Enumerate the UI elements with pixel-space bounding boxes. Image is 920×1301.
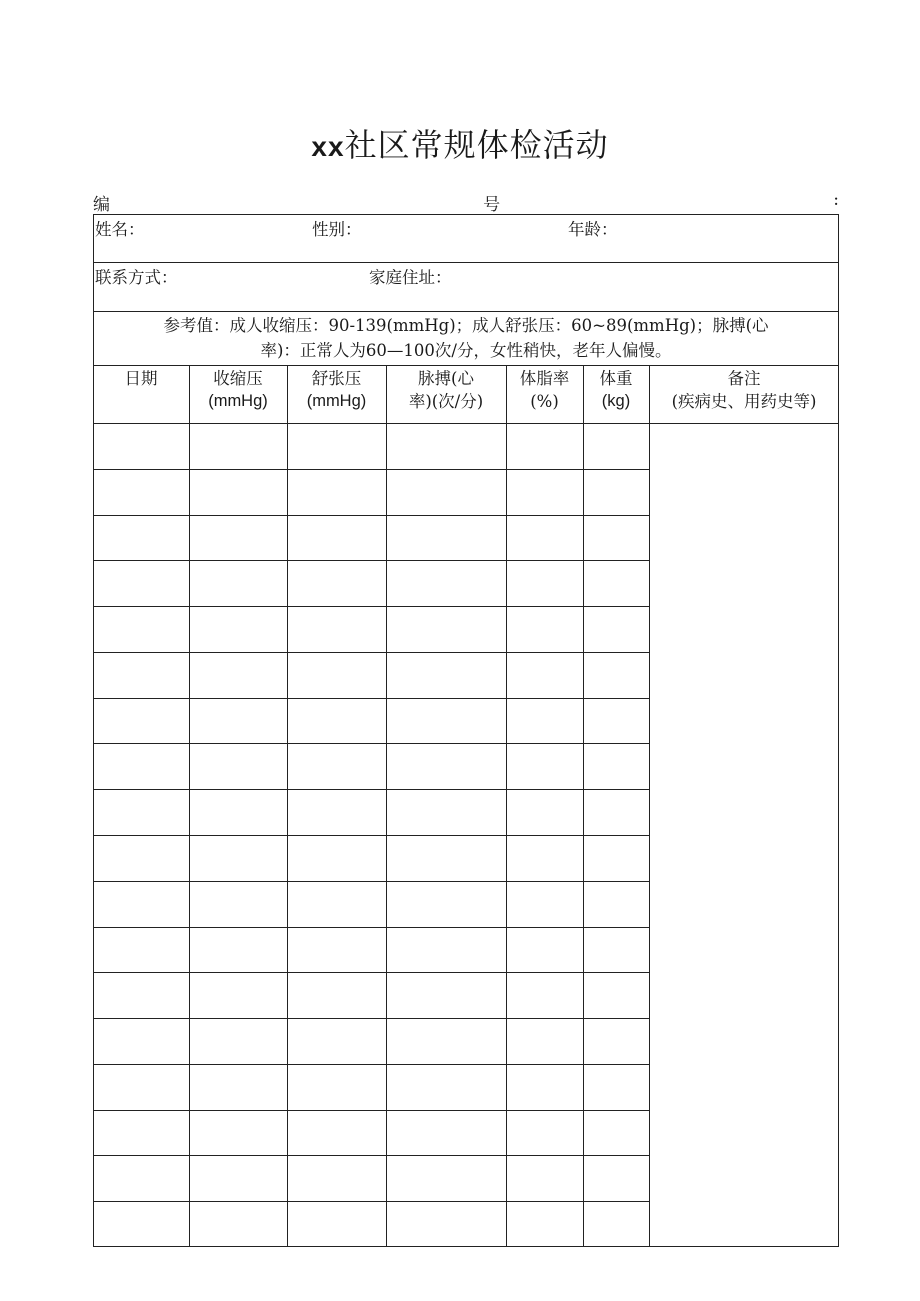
table-cell[interactable] <box>189 698 287 744</box>
table-cell[interactable] <box>583 1201 649 1247</box>
table-cell[interactable] <box>93 1201 189 1247</box>
table-cell[interactable] <box>583 743 649 789</box>
header-pulse <box>386 367 506 413</box>
table-cell[interactable] <box>583 789 649 835</box>
table-cell[interactable] <box>287 515 386 561</box>
header-systolic-label: 收缩压 <box>213 369 263 388</box>
table-cell[interactable] <box>189 652 287 698</box>
table-cell[interactable] <box>189 1155 287 1201</box>
row-divider <box>93 743 649 744</box>
table-cell[interactable] <box>583 652 649 698</box>
table-cell[interactable] <box>287 469 386 515</box>
table-cell[interactable] <box>506 652 583 698</box>
table-cell[interactable] <box>189 1201 287 1247</box>
table-cell[interactable] <box>287 927 386 973</box>
table-cell[interactable] <box>386 743 506 789</box>
table-cell[interactable] <box>189 881 287 927</box>
table-cell[interactable] <box>386 698 506 744</box>
header-weight-unit: (kg) <box>601 392 631 410</box>
row-divider <box>93 835 649 836</box>
reference-values <box>93 313 839 363</box>
table-cell[interactable] <box>583 1110 649 1156</box>
table-cell[interactable] <box>287 652 386 698</box>
table-cell[interactable] <box>506 1155 583 1201</box>
table-cell[interactable] <box>287 789 386 835</box>
table-cell[interactable] <box>386 927 506 973</box>
header-remarks-note: (疾病史、用药史等) <box>671 392 817 411</box>
table-cell[interactable] <box>189 927 287 973</box>
reference-line-1: 参考值：成人收缩压：90-139(mmHg)；成人舒张压：60~89(mmHg)；脉搏(心 <box>163 316 769 335</box>
table-cell[interactable] <box>583 469 649 515</box>
row-divider <box>93 1155 649 1156</box>
title-prefix: xx <box>311 131 345 162</box>
row-divider <box>93 1110 649 1111</box>
table-cell[interactable] <box>386 606 506 652</box>
table-cell[interactable] <box>506 835 583 881</box>
header-weight-label: 体重 <box>599 369 633 388</box>
table-cell[interactable] <box>506 789 583 835</box>
table-cell[interactable] <box>189 743 287 789</box>
table-cell[interactable] <box>506 927 583 973</box>
header-date-label: 日期 <box>124 369 158 388</box>
header-diastolic-unit: (mmHg) <box>306 392 367 410</box>
table-cell[interactable] <box>583 1155 649 1201</box>
table-cell[interactable] <box>506 423 583 469</box>
table-cell[interactable] <box>386 881 506 927</box>
row-divider <box>93 972 649 973</box>
row-divider <box>93 698 649 699</box>
table-cell[interactable] <box>287 972 386 1018</box>
row-divider <box>93 652 649 653</box>
table-cell[interactable] <box>506 1064 583 1110</box>
table-cell[interactable] <box>93 469 189 515</box>
table-cell[interactable] <box>287 1201 386 1247</box>
header-systolic <box>189 367 287 413</box>
table-cell[interactable] <box>386 1201 506 1247</box>
table-cell[interactable] <box>583 881 649 927</box>
table-cell[interactable] <box>583 1064 649 1110</box>
table-cell[interactable] <box>287 560 386 606</box>
table-cell[interactable] <box>93 606 189 652</box>
table-cell[interactable] <box>287 835 386 881</box>
table-cell[interactable] <box>287 606 386 652</box>
header-diastolic <box>287 367 386 413</box>
row-divider <box>93 515 649 516</box>
table-cell[interactable] <box>583 560 649 606</box>
table-cell[interactable] <box>583 606 649 652</box>
row-divider <box>93 469 649 470</box>
table-cell[interactable] <box>386 835 506 881</box>
header-diastolic-label: 舒张压 <box>311 369 362 388</box>
table-cell[interactable] <box>189 560 287 606</box>
header-pulse-label: 脉搏(心 <box>418 369 474 388</box>
table-cell[interactable] <box>583 515 649 561</box>
table-cell[interactable] <box>583 972 649 1018</box>
table-cell[interactable] <box>583 835 649 881</box>
table-cell[interactable] <box>287 881 386 927</box>
table-cell[interactable] <box>189 606 287 652</box>
row-divider <box>93 1064 649 1065</box>
table-cell[interactable] <box>506 881 583 927</box>
name-field[interactable]: 姓名： <box>95 220 145 239</box>
header-weight <box>583 367 649 413</box>
contact-field[interactable]: 联系方式： <box>95 268 178 287</box>
table-cell[interactable] <box>189 972 287 1018</box>
table-cell[interactable] <box>93 652 189 698</box>
table-cell[interactable] <box>287 698 386 744</box>
table-cell[interactable] <box>386 1018 506 1064</box>
table-cell[interactable] <box>506 1110 583 1156</box>
table-cell[interactable] <box>506 515 583 561</box>
remarks-cell[interactable] <box>649 423 839 1247</box>
table-cell[interactable] <box>93 1064 189 1110</box>
table-cell[interactable] <box>386 1155 506 1201</box>
table-cell[interactable] <box>386 1064 506 1110</box>
table-cell[interactable] <box>386 972 506 1018</box>
table-cell[interactable] <box>583 927 649 973</box>
table-cell[interactable] <box>93 1018 189 1064</box>
table-cell[interactable] <box>386 423 506 469</box>
table-cell[interactable] <box>506 972 583 1018</box>
title-main: 社区常规体检活动 <box>344 126 609 164</box>
header-systolic-unit: (mmHg) <box>208 392 268 410</box>
table-cell[interactable] <box>386 469 506 515</box>
table-cell[interactable] <box>93 1110 189 1156</box>
table-cell[interactable] <box>93 789 189 835</box>
table-cell[interactable] <box>506 1201 583 1247</box>
table-cell[interactable] <box>93 835 189 881</box>
serial-char-2: 号 <box>483 195 501 215</box>
table-cell[interactable] <box>386 1110 506 1156</box>
info-row-personal <box>93 216 839 262</box>
table-cell[interactable] <box>506 469 583 515</box>
table-cell[interactable] <box>583 423 649 469</box>
header-body-fat-unit: (%) <box>530 392 559 411</box>
header-remarks-label: 备注 <box>727 369 761 388</box>
row-divider <box>93 606 649 607</box>
age-field[interactable]: 年龄： <box>568 220 618 239</box>
gender-field[interactable]: 性别： <box>312 220 362 239</box>
table-top-border <box>93 365 839 366</box>
row-divider <box>93 560 649 561</box>
table-cell[interactable] <box>189 469 287 515</box>
table-cell[interactable] <box>506 560 583 606</box>
table-cell[interactable] <box>189 1110 287 1156</box>
table-cell[interactable] <box>287 1064 386 1110</box>
row-divider <box>93 1018 649 1019</box>
serial-colon: : <box>833 190 839 210</box>
row-divider <box>93 1201 649 1202</box>
header-body-fat <box>506 367 583 413</box>
table-cell[interactable] <box>93 515 189 561</box>
table-cell[interactable] <box>506 606 583 652</box>
table-cell[interactable] <box>386 789 506 835</box>
table-cell[interactable] <box>189 423 287 469</box>
address-field[interactable]: 家庭住址： <box>369 268 452 287</box>
table-cell[interactable] <box>189 835 287 881</box>
divider <box>93 311 839 312</box>
table-cell[interactable] <box>287 743 386 789</box>
serial-number-line <box>93 190 839 214</box>
table-cell[interactable] <box>287 423 386 469</box>
table-cell[interactable] <box>93 698 189 744</box>
row-divider <box>93 789 649 790</box>
table-cell[interactable] <box>93 881 189 927</box>
divider <box>93 262 839 263</box>
table-cell[interactable] <box>93 1155 189 1201</box>
table-cell[interactable] <box>583 698 649 744</box>
header-remarks <box>649 367 839 413</box>
table-cell[interactable] <box>287 1018 386 1064</box>
table-cell[interactable] <box>506 743 583 789</box>
table-cell[interactable] <box>93 972 189 1018</box>
reference-line-2: 率)：正常人为60—100次/分，女性稍快，老年人偏慢。 <box>260 341 672 360</box>
info-row-contact <box>93 264 839 310</box>
table-cell[interactable] <box>189 1018 287 1064</box>
table-cell[interactable] <box>189 515 287 561</box>
header-pulse-unit: 率)(次/分) <box>408 392 484 411</box>
table-cell[interactable] <box>93 423 189 469</box>
table-cell[interactable] <box>93 743 189 789</box>
header-date <box>93 367 189 390</box>
table-cell[interactable] <box>189 1064 287 1110</box>
page-title <box>0 120 920 166</box>
serial-char-1: 编 <box>93 195 110 215</box>
table-cell[interactable] <box>386 652 506 698</box>
table-cell[interactable] <box>506 1018 583 1064</box>
row-divider <box>93 927 649 928</box>
table-cell[interactable] <box>287 1110 386 1156</box>
header-body-fat-label: 体脂率 <box>519 369 570 388</box>
table-cell[interactable] <box>386 560 506 606</box>
table-cell[interactable] <box>386 515 506 561</box>
table-cell[interactable] <box>93 560 189 606</box>
table-cell[interactable] <box>506 698 583 744</box>
table-cell[interactable] <box>189 789 287 835</box>
table-cell[interactable] <box>583 1018 649 1064</box>
table-cell[interactable] <box>93 927 189 973</box>
row-divider <box>93 881 649 882</box>
table-cell[interactable] <box>287 1155 386 1201</box>
